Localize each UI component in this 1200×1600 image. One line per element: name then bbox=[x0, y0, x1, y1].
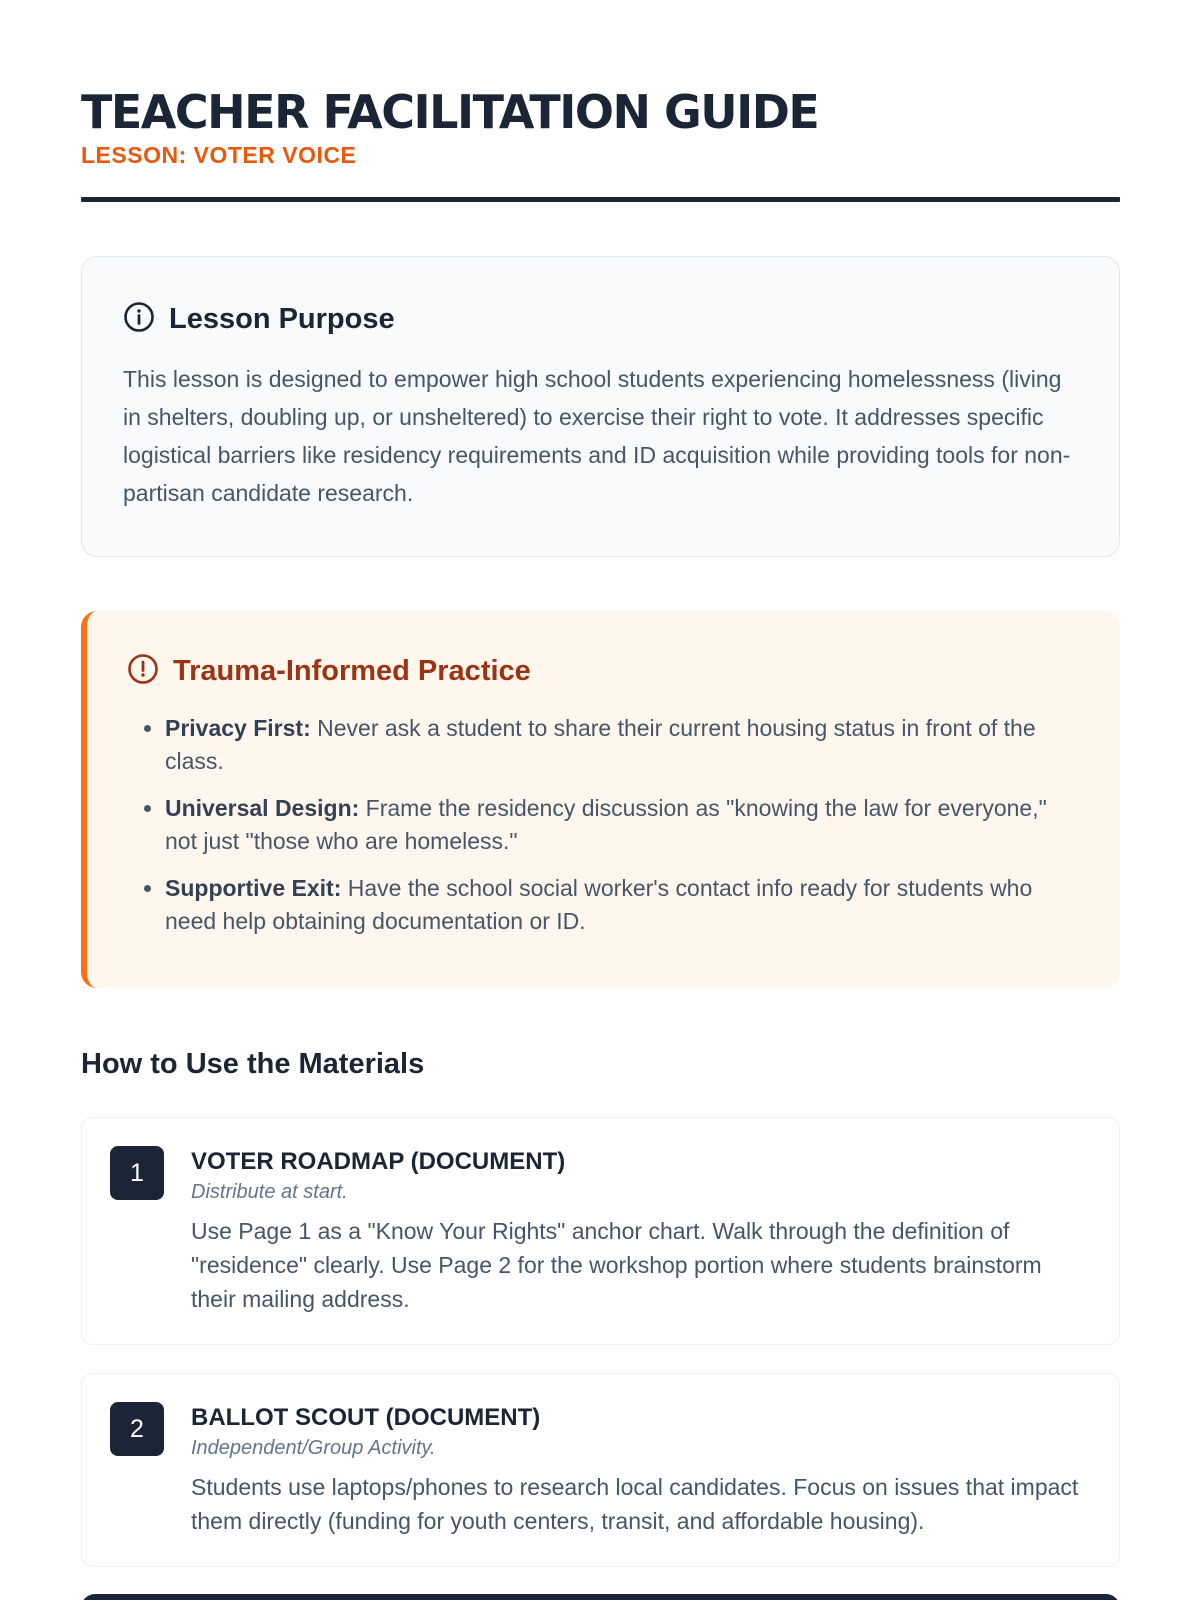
step-body bbox=[191, 1146, 1079, 1316]
alert-circle-icon bbox=[127, 653, 159, 690]
lesson-subtitle: LESSON: VOTER VOICE bbox=[81, 142, 357, 168]
step-description: Students use laptops/phones to research local candidates. Focus on issues that impact them directly (funding for youth centers, transit, and affordable housing). bbox=[191, 1474, 1079, 1534]
header-divider bbox=[81, 197, 1120, 202]
step-number-badge: 2 bbox=[110, 1402, 164, 1456]
page-header bbox=[81, 0, 1120, 202]
list-item-label: Supportive Exit: bbox=[165, 875, 342, 901]
list-item-text: Frame the residency discussion as "knowing the law for everyone," not just "those who are homeless." bbox=[165, 795, 1047, 854]
list-item-label: Universal Design: bbox=[165, 795, 360, 821]
step-note: Independent/Group Activity. bbox=[191, 1437, 436, 1459]
lesson-purpose-title: Lesson Purpose bbox=[169, 303, 395, 335]
list-item bbox=[165, 712, 1080, 778]
step-card-ballot-scout bbox=[81, 1373, 1120, 1567]
step-number-badge: 1 bbox=[110, 1146, 164, 1200]
next-section-edge bbox=[81, 1594, 1120, 1600]
list-item-label: Privacy First: bbox=[165, 715, 311, 741]
trauma-informed-card bbox=[81, 611, 1120, 988]
list-item bbox=[165, 792, 1080, 858]
lesson-purpose-text: This lesson is designed to empower high school students experiencing homelessness (living in shelters, doubling up, or unsheltered) to exercise their right to vote. It addresses specific logistical barriers like residency requirements and ID acquisition while providing tools for non-partisan candidate research. bbox=[123, 366, 1071, 506]
lesson-purpose-heading bbox=[123, 301, 1079, 338]
trauma-informed-title: Trauma-Informed Practice bbox=[173, 655, 531, 687]
page-title: TEACHER FACILITATION GUIDE bbox=[81, 85, 819, 139]
step-title: VOTER ROADMAP (DOCUMENT) bbox=[191, 1148, 566, 1175]
trauma-practice-list bbox=[127, 712, 1080, 938]
list-item bbox=[165, 872, 1080, 938]
step-note: Distribute at start. bbox=[191, 1181, 348, 1203]
step-title: BALLOT SCOUT (DOCUMENT) bbox=[191, 1404, 541, 1431]
list-item-text: Never ask a student to share their current housing status in front of the class. bbox=[165, 715, 1036, 774]
step-card-voter-roadmap bbox=[81, 1117, 1120, 1345]
guide-page bbox=[81, 0, 1120, 1567]
materials-section-title: How to Use the Materials bbox=[81, 1048, 425, 1080]
list-item-text: Have the school social worker's contact info ready for students who need help obtaining documentation or ID. bbox=[165, 875, 1033, 934]
step-description: Use Page 1 as a "Know Your Rights" anchor chart. Walk through the definition of "residence" clearly. Use Page 2 for the workshop portion where students brainstorm their mailing address. bbox=[191, 1218, 1042, 1312]
info-circle-icon bbox=[123, 301, 155, 338]
lesson-purpose-card bbox=[81, 256, 1120, 557]
step-body bbox=[191, 1402, 1079, 1538]
trauma-informed-heading bbox=[127, 653, 1080, 690]
